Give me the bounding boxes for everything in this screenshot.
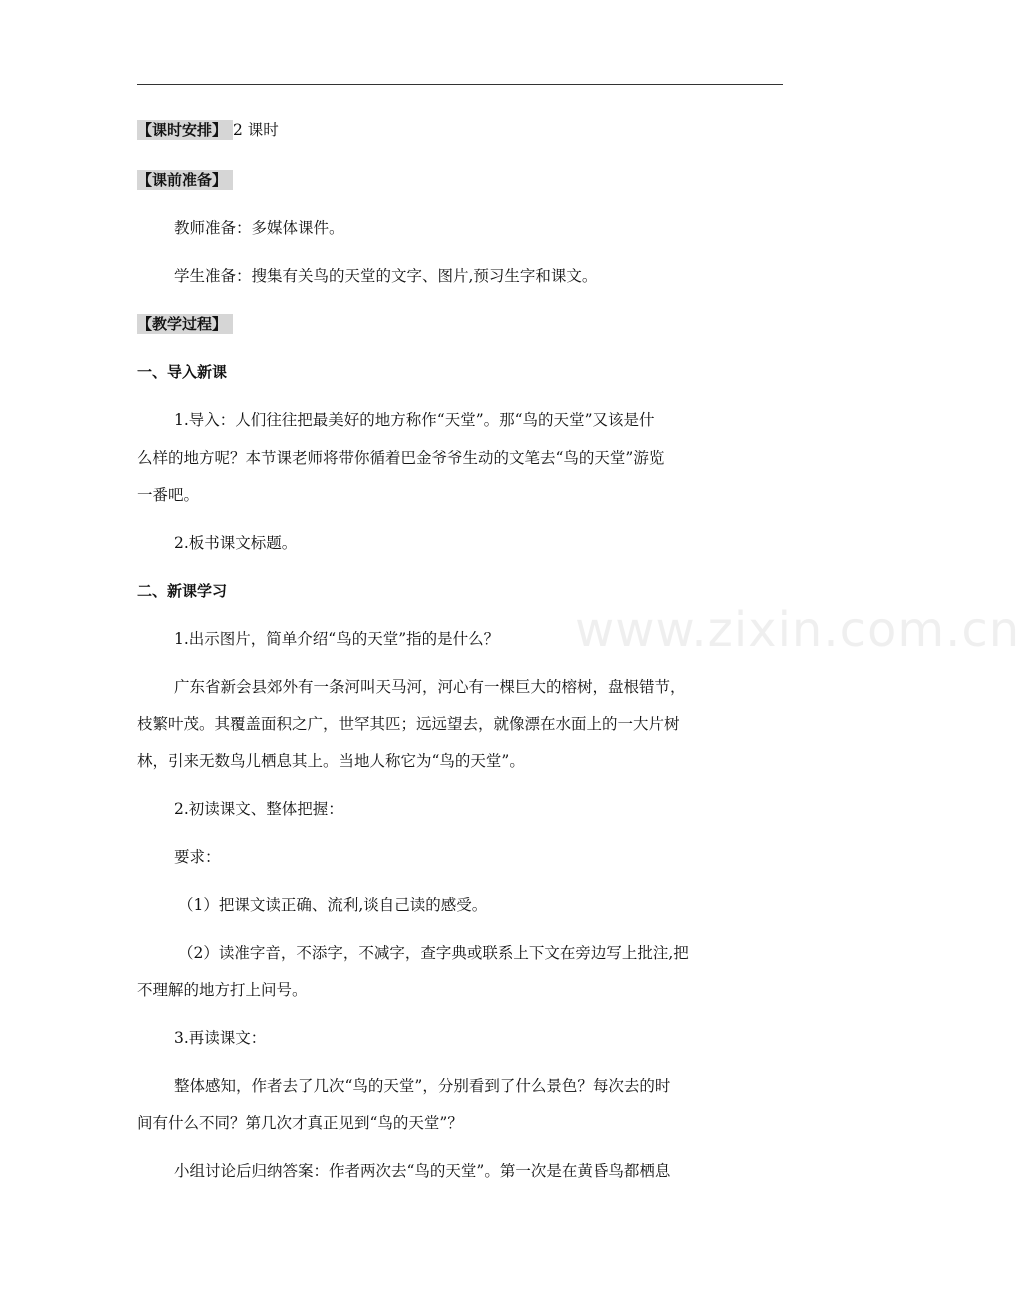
schedule-value: 2 课时 bbox=[233, 121, 279, 139]
schedule-label: 【课时安排】 bbox=[137, 120, 233, 140]
paragraph-line: 一番吧。 bbox=[137, 486, 200, 504]
paragraph-line: 1.导入：人们往往把最美好的地方称作“天堂”。那“鸟的天堂”又该是什 bbox=[174, 411, 655, 429]
paragraph-line: 小组讨论后归纳答案：作者两次去“鸟的天堂”。第一次是在黄昏鸟都栖息 bbox=[174, 1162, 671, 1180]
paragraph-line: 林，引来无数鸟儿栖息其上。当地人称它为“鸟的天堂”。 bbox=[137, 752, 525, 770]
section-heading-intro: 一、导入新课 bbox=[137, 363, 228, 381]
paragraph-line: 枝繁叶茂。其覆盖面积之广，世罕其匹；远远望去，就像漂在水面上的一大片树 bbox=[137, 715, 680, 733]
process-heading-row bbox=[137, 314, 797, 334]
paragraph-line: 间有什么不同？第几次才真正见到“鸟的天堂”？ bbox=[137, 1114, 463, 1132]
process-label: 【教学过程】 bbox=[137, 314, 233, 334]
paragraph-line: 广东省新会县郊外有一条河叫天马河，河心有一棵巨大的榕树，盘根错节， bbox=[174, 678, 686, 696]
paragraph-line: 么样的地方呢？本节课老师将带你循着巴金爷爷生动的文笔去“鸟的天堂”游览 bbox=[137, 449, 665, 467]
watermark: www.zixin.com.cn bbox=[575, 602, 1020, 658]
teacher-prep: 教师准备：多媒体课件。 bbox=[174, 219, 345, 237]
section-heading-study: 二、新课学习 bbox=[137, 582, 228, 600]
paragraph-line: 1.出示图片，简单介绍“鸟的天堂”指的是什么？ bbox=[174, 630, 500, 648]
schedule-row bbox=[137, 120, 797, 140]
paragraph-line: 2.初读课文、整体把握： bbox=[174, 800, 344, 818]
paragraph-line: 整体感知，作者去了几次“鸟的天堂”，分别看到了什么景色？每次去的时 bbox=[174, 1077, 671, 1095]
header-rule bbox=[137, 84, 783, 85]
paragraph-line: 2.板书课文标题。 bbox=[174, 534, 298, 552]
paragraph-line: （1）把课文读正确、流利,谈自己读的感受。 bbox=[178, 896, 488, 914]
prep-heading-row bbox=[137, 170, 797, 190]
paragraph-line: 不理解的地方打上问号。 bbox=[137, 981, 308, 999]
paragraph-line: 3.再读课文： bbox=[174, 1029, 267, 1047]
prep-label: 【课前准备】 bbox=[137, 170, 233, 190]
paragraph-line: （2）读准字音，不添字，不减字，查字典或联系上下文在旁边写上批注,把 bbox=[178, 944, 689, 962]
student-prep: 学生准备：搜集有关鸟的天堂的文字、图片,预习生字和课文。 bbox=[174, 267, 598, 285]
paragraph-line: 要求： bbox=[174, 848, 221, 866]
